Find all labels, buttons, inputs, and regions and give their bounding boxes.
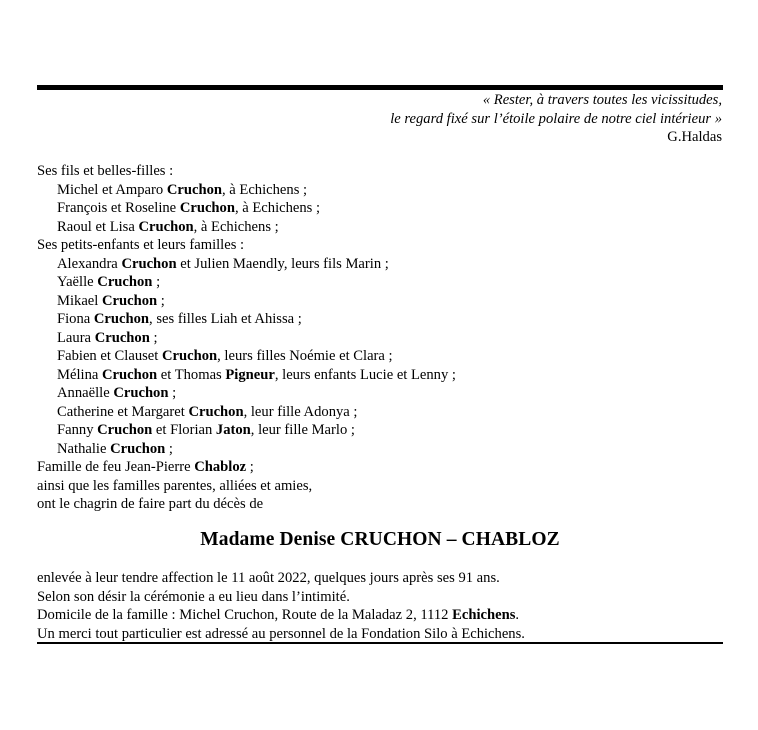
- late-family-name: Chabloz: [194, 459, 247, 475]
- closing-line-3: [37, 606, 525, 625]
- grandchild-entry: [37, 384, 727, 403]
- son-entry-name: Cruchon: [166, 181, 222, 198]
- grandchild-entry-mid: et Florian: [152, 422, 216, 438]
- grandchild-entry-post: ;: [157, 292, 165, 309]
- son-entry-pre: Raoul et Lisa: [57, 218, 139, 235]
- grandchild-entry-name: Cruchon: [93, 311, 150, 327]
- grandchild-entry-name: Cruchon: [97, 274, 153, 290]
- son-entry-name: Cruchon: [138, 218, 194, 235]
- grandchild-entry-name: Cruchon: [97, 422, 153, 438]
- grandchild-entry-name: Cruchon: [161, 348, 218, 364]
- son-entry: [37, 218, 727, 237]
- son-entry-post: , à Echichens ;: [193, 218, 279, 235]
- son-entry-post: , à Echichens ;: [221, 181, 308, 198]
- grandchild-entry-mid: et Thomas: [157, 366, 226, 383]
- grandchild-entry-pre: Fiona: [57, 311, 94, 327]
- grandchild-entry-post: ;: [165, 440, 173, 457]
- grandchild-entry-pre: Mélina: [57, 366, 102, 383]
- epigraph-line-2: le regard fixé sur l’étoile polaire de notre ciel intérieur »: [390, 110, 722, 127]
- sons-list: [37, 181, 727, 237]
- family-list: [37, 162, 727, 514]
- grandchild-entry-name: Cruchon: [102, 366, 158, 383]
- son-entry: [37, 199, 727, 218]
- grandchild-entry: [37, 255, 727, 274]
- grandchild-entry: [37, 310, 727, 329]
- epigraph: [390, 91, 722, 147]
- grandchild-entry-pre: Yaëlle: [57, 274, 98, 290]
- grandchild-entry-post: ;: [168, 385, 177, 401]
- son-entry-pre: Michel et Amparo: [57, 181, 167, 198]
- grandchild-entry-pre: Fanny: [57, 422, 98, 438]
- late-family-line: [37, 458, 727, 477]
- son-entry-post: , à Echichens ;: [234, 200, 321, 216]
- grandchild-entry-name2: Pigneur: [225, 366, 275, 383]
- grandchildren-heading: Ses petits-enfants et leurs familles :: [37, 237, 245, 253]
- closing-line-3-post: .: [515, 607, 520, 623]
- closing-line-4: Un merci tout particulier est adressé au personnel de la Fondation Silo à Echichens.: [37, 625, 525, 642]
- grandchild-entry-post: , leurs enfants Lucie et Lenny ;: [274, 366, 456, 383]
- grandchild-entry-pre: Mikael: [57, 292, 102, 309]
- grandchild-entry-pre: Alexandra: [57, 255, 122, 272]
- grandchild-entry-pre: Laura: [57, 329, 95, 346]
- grandchild-entry-name: Cruchon: [94, 329, 150, 346]
- top-rule: [37, 85, 723, 90]
- grandchild-entry-post: ;: [149, 329, 158, 346]
- grandchild-entry-post: ;: [152, 274, 161, 290]
- son-entry-name: Cruchon: [179, 200, 235, 216]
- grandchild-entry-post: , leur fille Adonya ;: [243, 403, 358, 420]
- grandchild-entry-name: Cruchon: [113, 385, 169, 401]
- grandchild-entry-name: Cruchon: [110, 440, 166, 457]
- grandchild-entry: [37, 273, 727, 292]
- son-entry: [37, 181, 727, 200]
- grandchild-entry-post: , ses filles Liah et Ahissa ;: [149, 311, 302, 327]
- grandchild-entry-pre: Nathalie: [57, 440, 111, 457]
- sons-heading: Ses fils et belles-filles :: [37, 163, 174, 179]
- grandchild-entry: [37, 366, 727, 385]
- late-family-post: ;: [246, 459, 254, 475]
- closing-line-2: Selon son désir la cérémonie a eu lieu dans l’intimité.: [37, 588, 350, 605]
- closing-line-3-bold: Echichens: [452, 607, 516, 623]
- grandchild-entry-pre: Annaëlle: [57, 385, 114, 401]
- grandchild-entry-pre: Catherine et Margaret: [57, 403, 189, 420]
- grandchild-entry: [37, 329, 727, 348]
- closing-line-3-pre: Domicile de la famille : Michel Cruchon, Route de la Maladaz 2, 1112: [37, 607, 453, 623]
- late-family-pre: Famille de feu Jean-Pierre: [37, 459, 195, 475]
- bottom-rule: [37, 642, 723, 644]
- son-entry-pre: François et Roseline: [57, 200, 180, 216]
- relatives-line: ainsi que les familles parentes, alliées et amies,: [37, 477, 313, 494]
- grandchild-entry-post: , leur fille Marlo ;: [250, 422, 355, 438]
- grandchild-entry-post: , leurs filles Noémie et Clara ;: [217, 348, 393, 364]
- grandchild-entry: [37, 440, 727, 459]
- grandchild-entry: [37, 421, 727, 440]
- grandchild-entry: [37, 403, 727, 422]
- epigraph-line-1: « Rester, à travers toutes les vicissitudes,: [482, 92, 722, 108]
- announcement-line: ont le chagrin de faire part du décès de: [37, 496, 264, 512]
- grandchild-entry-name: Cruchon: [188, 403, 244, 420]
- epigraph-author: G.Haldas: [667, 129, 722, 146]
- deceased-name: Madame Denise CRUCHON – CHABLOZ: [200, 529, 560, 550]
- grandchild-entry-pre: Fabien et Clauset: [57, 348, 162, 364]
- closing-line-1: enlevée à leur tendre affection le 11 août 2022, quelques jours après ses 91 ans.: [37, 570, 500, 586]
- grandchild-entry: [37, 292, 727, 311]
- grandchild-entry-name2: Jaton: [215, 422, 251, 438]
- closing-text: [37, 569, 525, 643]
- grandchild-entry-post: et Julien Maendly, leurs fils Marin ;: [176, 255, 389, 272]
- grandchild-entry: [37, 347, 727, 366]
- grandchildren-list: [37, 255, 727, 459]
- grandchild-entry-name: Cruchon: [102, 292, 158, 309]
- grandchild-entry-name: Cruchon: [121, 255, 177, 272]
